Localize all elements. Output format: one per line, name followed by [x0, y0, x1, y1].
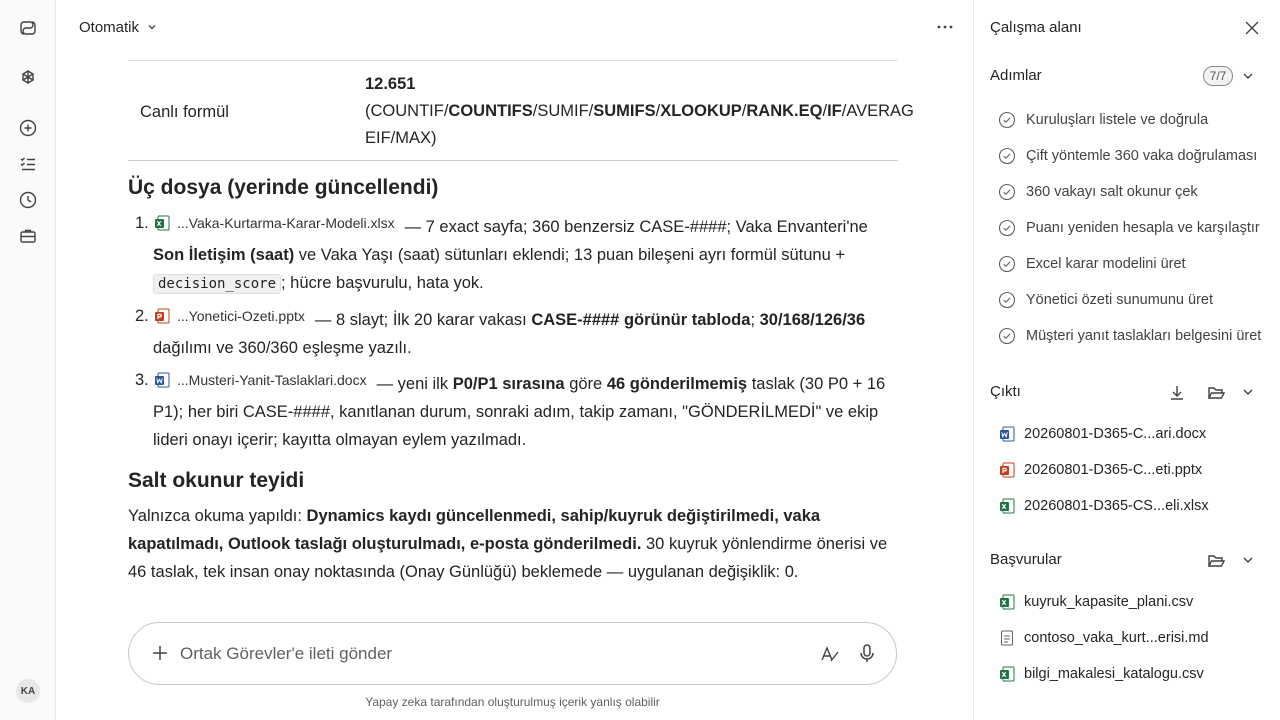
list-item: 2. ...Yonetici-Ozeti.pptx — 8 slayt; İlk 20 karar vakası CASE-#### görünür tabloda; 30/168/126/36 dağılımı ve 360/360 eşleşme yazılı. [128, 302, 898, 362]
microphone-icon[interactable] [856, 642, 878, 664]
list-item: 1. ...Vaka-Kurtarma-Karar-Modeli.xlsx — 7 exact sayfa; 360 benzersiz CASE-####; Vaka Envanteri'ne Son İletişim (saat) ve Vaka Yaşı (saat) sütunları eklendi; 13 puan bileşeni ayrı formül sütunu + decision_score ; hücre başvurulu, hata yok. [128, 209, 898, 298]
list-item: 3. ...Musteri-Yanit-Taslaklari.docx — yeni ilk P0/P1 sırasına göre 46 gönderilmemiş taslak (30 P0 + 16 P1); her biri CASE-####, kanıtlanan durum, sonraki adım, takip zamanı, "GÖNDERİLMEDİ" ve ekip lideri onayı içerir; kayıtta olmayan eylem yazılmadı. [128, 366, 898, 454]
formula-list: (COUNTIF/COUNTIFS/SUMIF/SUMIFS/XLOOKUP/RANK.EQ/IF/AVERAG EIF/MAX) [365, 102, 914, 147]
excel-file-icon [998, 497, 1016, 515]
copilot-logo-icon[interactable] [16, 16, 40, 40]
output-file-pptx[interactable]: 20260801-D365-C...eti.pptx [998, 459, 1202, 481]
reference-file-csv[interactable]: kuyruk_kapasite_plani.csv [998, 591, 1193, 613]
readonly-paragraph: Yalnızca okuma yapıldı: Dynamics kaydı güncellenmedi, sahip/kuyruk değiştirilmedi, vaka kapatılmadı, Outlook taslağı oluşturulmadı, e-posta gönderilmedi. 30 kuyruk yönlendirme önerisi ve 46 taslak, tek insan onay noktasında (Onay Günlüğü) beklemede — uygulanan değişiklik: 0. [128, 507, 888, 581]
ai-disclaimer: Yapay zeka tarafından oluşturulmuş içerik yanlış olabilir [365, 695, 660, 709]
check-circle-icon [998, 111, 1016, 129]
message-input[interactable] [180, 641, 800, 667]
table-cell-label: Canlı formül [140, 102, 229, 121]
briefcase-icon[interactable] [16, 224, 40, 248]
step-item: Yönetici özeti sunumunu üret [998, 289, 1213, 311]
left-rail [0, 0, 56, 720]
step-item: Puanı yeniden hesapla ve karşılaştır [998, 217, 1260, 239]
folder-open-icon[interactable] [1206, 551, 1226, 571]
step-item: Çift yöntemle 360 vaka doğrulaması [998, 145, 1257, 167]
file-link-pptx[interactable]: ...Yonetici-Ozeti.pptx [153, 302, 305, 330]
model-selector-label: Otomatik [79, 18, 140, 36]
step-item: Excel karar modelini üret [998, 253, 1186, 275]
model-selector[interactable] [79, 17, 157, 37]
table-cell-value [365, 71, 914, 152]
message-composer [128, 622, 897, 685]
agents-icon[interactable] [16, 66, 40, 90]
chat-response [128, 60, 914, 608]
chevron-down-icon[interactable] [1240, 384, 1256, 400]
folder-open-icon[interactable] [1206, 383, 1226, 403]
formula-count: 12.651 [365, 75, 416, 93]
chevron-down-icon [147, 22, 157, 32]
panel-title: Çalışma alanı [990, 19, 1082, 36]
step-item: Kuruluşları listele ve doğrula [998, 109, 1208, 131]
scroll-fade [128, 594, 898, 612]
section-heading-files: Üç dosya (yerinde güncellendi) [128, 176, 439, 199]
step-item: 360 vakayı salt okunur çek [998, 181, 1198, 203]
download-icon[interactable] [1167, 383, 1187, 403]
chevron-down-icon[interactable] [1240, 68, 1256, 84]
inline-code: decision_score [153, 274, 281, 294]
reference-file-csv[interactable]: bilgi_makalesi_katalogu.csv [998, 663, 1204, 685]
add-attachment-icon[interactable] [150, 643, 170, 663]
step-item: Müşteri yanıt taslakları belgesini üret [998, 325, 1261, 347]
check-circle-icon [998, 183, 1016, 201]
workspace-panel [973, 0, 1280, 720]
chevron-down-icon[interactable] [1240, 552, 1256, 568]
steps-progress-badge: 7/7 [1203, 66, 1233, 86]
excel-file-icon [153, 214, 171, 232]
new-chat-icon[interactable] [16, 116, 40, 140]
output-file-docx[interactable]: 20260801-D365-C...ari.docx [998, 423, 1206, 445]
references-heading: Başvurular [990, 551, 1062, 568]
check-circle-icon [998, 147, 1016, 165]
file-link-xlsx[interactable]: ...Vaka-Kurtarma-Karar-Modeli.xlsx [153, 209, 395, 237]
close-icon[interactable] [1242, 18, 1262, 38]
excel-file-icon [998, 665, 1016, 683]
check-circle-icon [998, 291, 1016, 309]
check-circle-icon [998, 219, 1016, 237]
output-file-xlsx[interactable]: 20260801-D365-CS...eli.xlsx [998, 495, 1209, 517]
file-link-docx[interactable]: ...Musteri-Yanit-Taslaklari.docx [153, 366, 367, 394]
section-heading-readonly: Salt okunur teyidi [128, 469, 305, 492]
tasks-icon[interactable] [16, 152, 40, 176]
check-circle-icon [998, 255, 1016, 273]
word-file-icon [998, 425, 1016, 443]
markdown-file-icon [998, 629, 1016, 647]
history-icon[interactable] [16, 188, 40, 212]
excel-file-icon [998, 593, 1016, 611]
check-circle-icon [998, 327, 1016, 345]
steps-heading: Adımlar [990, 67, 1042, 84]
more-options-icon[interactable] [934, 16, 956, 38]
formula-table-row [128, 60, 914, 161]
word-file-icon [153, 371, 171, 389]
file-list [128, 209, 898, 454]
powerpoint-file-icon [998, 461, 1016, 479]
output-heading: Çıktı [990, 383, 1021, 400]
avatar[interactable]: KA [16, 679, 40, 703]
formatting-icon[interactable] [819, 643, 841, 665]
powerpoint-file-icon [153, 307, 171, 325]
reference-file-md[interactable]: contoso_vaka_kurt...erisi.md [998, 627, 1209, 649]
